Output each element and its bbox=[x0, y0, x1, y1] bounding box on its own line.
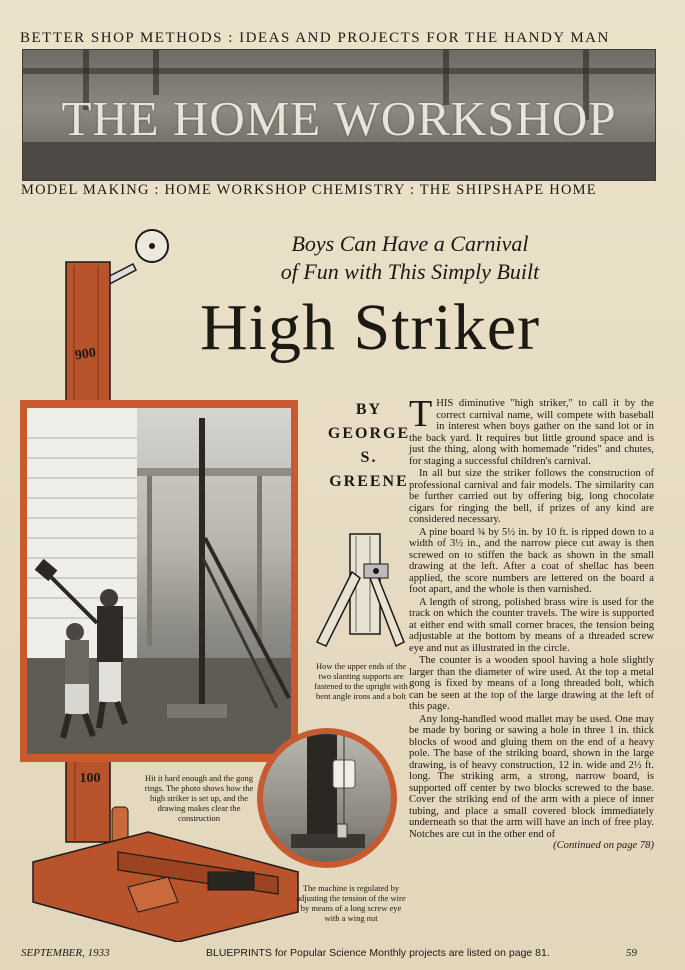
gong-center bbox=[149, 243, 155, 249]
byline-name-1: GEORGE bbox=[327, 425, 411, 442]
porch-post bbox=[147, 476, 152, 646]
workshop-banner bbox=[22, 49, 656, 181]
circle-caption: The machine is regulated by adjusting the tension of the wire by means of a long screw eye with a wing nut bbox=[296, 883, 406, 923]
paragraph-2: In all but size the striker follows the construction of professional carnival and fair models. The similarity can be further carried out by offering big, long chocolate cigars for ringing the bell, if prizes of any kind are considered necessary. bbox=[409, 468, 654, 525]
byline-name-2: S. bbox=[360, 449, 378, 466]
circle-inset-frame bbox=[257, 728, 397, 868]
section-topline: BETTER SHOP METHODS : IDEAS AND PROJECTS FOR THE HANDY MAN bbox=[20, 30, 610, 46]
base-photo bbox=[291, 834, 365, 848]
paragraph-1 bbox=[409, 393, 654, 467]
score-100-label: 100 bbox=[79, 771, 101, 786]
article-body bbox=[409, 393, 654, 852]
banner-bench bbox=[23, 142, 655, 180]
paragraph-3: A pine board ¾ by 5½ in. by 10 ft. is ripped down to a width of 3½ in., and the narrow piece cut away is then screwed on to stiffen the back as shown in the small drawing at the left. After a coat of shellac has been applied, the score numbers are lettered on the board a foot apart, and the whole is then varnished. bbox=[409, 526, 654, 595]
paragraph-6 bbox=[409, 713, 654, 851]
paragraph-5: The counter is a wooden spool having a hole slightly larger than the diameter of wire used. At the top a metal gong is fixed by means of a long threaded bolt, which can be seen at the top of the large drawing at the left of this page. bbox=[409, 655, 654, 712]
byline bbox=[322, 398, 416, 494]
continued-link[interactable]: (Continued on page 78) bbox=[553, 840, 654, 851]
circle-scene bbox=[263, 734, 391, 862]
photo-scene bbox=[27, 408, 291, 754]
footer-blueprints: BLUEPRINTS for Popular Science Monthly projects are listed on page 81. bbox=[206, 947, 550, 959]
article-headline: High Striker bbox=[200, 291, 541, 364]
bolt-detail bbox=[373, 568, 379, 574]
bracket-detail-drawing bbox=[312, 532, 412, 652]
drop-cap: T bbox=[409, 393, 433, 435]
byline-name-3: GREENE bbox=[329, 473, 409, 490]
photo-boys-striking bbox=[27, 408, 291, 754]
footer-date: SEPTEMBER, 1933 bbox=[21, 947, 110, 959]
post-photo bbox=[307, 734, 337, 844]
score-900-label: 900 bbox=[74, 345, 97, 364]
banner-title: THE HOME WORKSHOP bbox=[61, 91, 617, 146]
article-deck bbox=[245, 230, 575, 286]
striking-pad bbox=[208, 872, 254, 890]
photo-frame bbox=[20, 400, 298, 762]
deck-line-2: of Fun with This Simply Built bbox=[280, 259, 540, 284]
banner-tool bbox=[153, 50, 159, 95]
paragraph-6-text: Any long-handled wood mallet may be used. One may be made by boring or sawing a hole in three 1 in. thick blocks of wood and gluing them on the end of a heavy pole. The base of the striking board, shown in the large drawing, is of heavy construction, 12 in. wide and 2½ ft. long. The striking arm, a strong, narrow board, is supported off center by two blocks screwed to the base. Cover the striking end of the arm with a piece of inner tubing, and place a small covered block immediately underneath so that the arm will have an inch of free play. Notches are cut in the other end of bbox=[409, 713, 654, 840]
screw-eye-photo bbox=[337, 824, 347, 838]
paragraph-4: A length of strong, polished brass wire is used for the track on which the counter travels. The wire is supported at either end with small corner braces, the tension being adjustable at the bottom by means of a threaded screw eye and nut as illustrated in the circle. bbox=[409, 596, 654, 654]
deck-line-1: Boys Can Have a Carnival bbox=[291, 231, 529, 256]
paragraph-1-text: HIS diminutive "high striker," to call it by the correct carnival name, will compete with baseball in interest when boys gather on the sand lot or in the back yard. It requires but little ground space and is just the thing, along with homemade "rides" and chutes, for staging a successful children's carnival. bbox=[409, 398, 654, 467]
section-subline: MODEL MAKING : HOME WORKSHOP CHEMISTRY : THE SHIPSHAPE HOME bbox=[21, 182, 597, 198]
striker-base-photo bbox=[167, 704, 227, 718]
upright-post-bottom bbox=[66, 757, 110, 842]
photo-caption: Hit it hard enough and the gong rings. The photo shows how the high striker is set up, and the drawing makes clear the construction bbox=[144, 773, 254, 823]
upright-post-top bbox=[66, 262, 110, 402]
byline-by: BY bbox=[355, 401, 383, 418]
circle-inset-photo bbox=[263, 734, 391, 862]
porch-post bbox=[257, 476, 262, 646]
porch-roof bbox=[137, 468, 291, 476]
footer-page-number: 59 bbox=[626, 947, 637, 959]
banner-shelf bbox=[23, 68, 655, 74]
bracket-caption: How the upper ends of the two slanting supports are fastened to the upright with bent angle irons and a bolt bbox=[314, 661, 408, 701]
